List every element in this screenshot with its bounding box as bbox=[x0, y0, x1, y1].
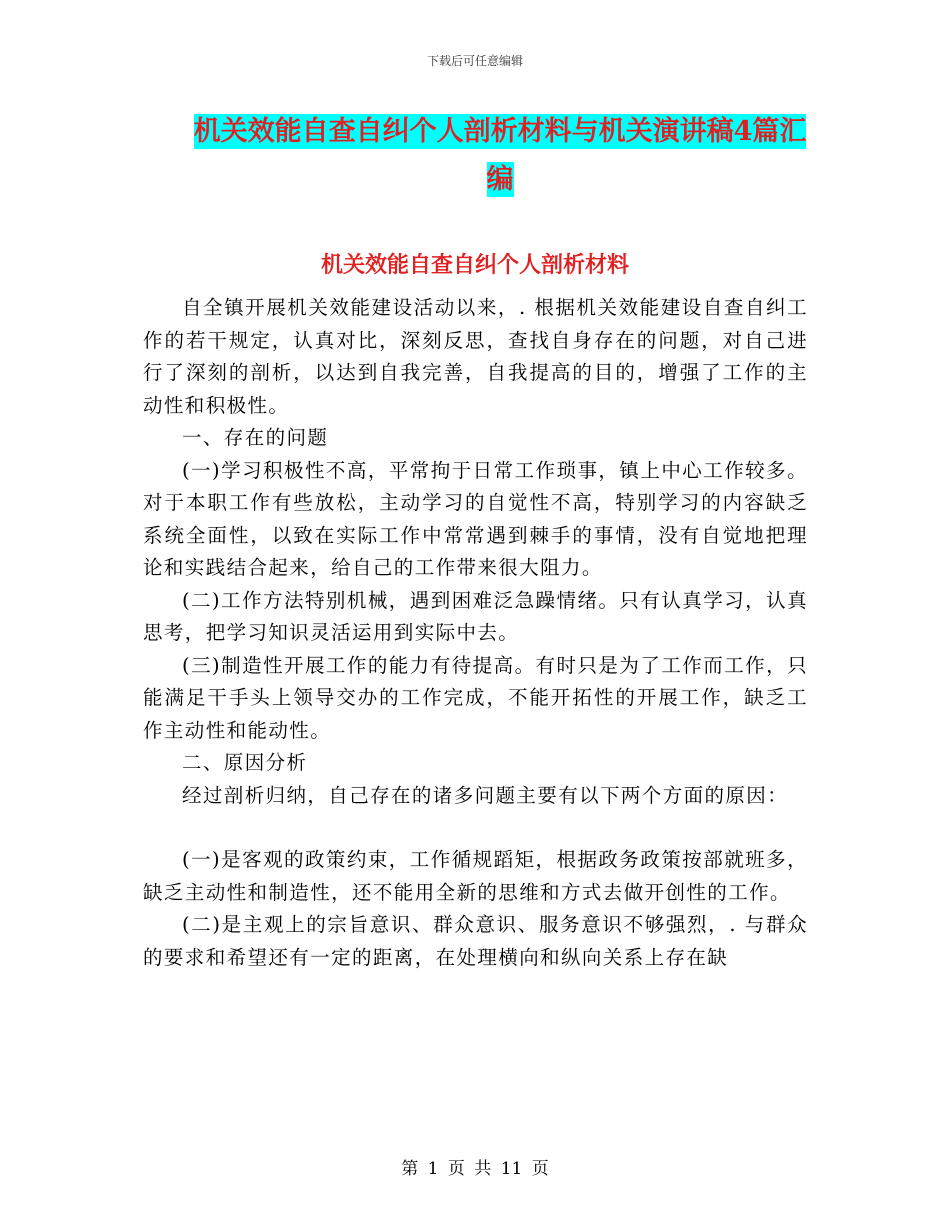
title-line-1: 机关效能自查自纠个人剖析材料与机关演讲稿4篇汇 bbox=[193, 116, 807, 147]
page-header: 下载后可任意编辑 bbox=[426, 54, 523, 68]
paragraph-cause-2: (二)是主观上的宗旨意识、群众意识、服务意识不够强烈，. 与群众的要求和希望还有一定的距离，在处理横向和纵向关系上存在缺 bbox=[143, 913, 808, 969]
paragraph-cause-1: (一)是客观的政策约束，工作循规蹈矩，根据政务政策按部就班多，缺乏主动性和制造性，还不能用全新的思维和方式去做开创性的工作。 bbox=[143, 848, 808, 904]
heading-analysis: 二、原因分析 bbox=[182, 751, 308, 774]
heading-problems: 一、存在的问题 bbox=[182, 426, 329, 449]
paragraph-problem-2: (二)工作方法特别机械，遇到困难泛急躁情绪。只有认真学习，认真思考，把学习知识灵活运用到实际中去。 bbox=[143, 588, 808, 644]
paragraph-intro: 自全镇开展机关效能建设活动以来，. 根据机关效能建设自查自纠工作的若干规定，认真对比，深刻反思，查找自身存在的问题，对自己进行了深刻的剖析，以达到自我完善，自我提高的目的，增强了工作的主动性和积极性。 bbox=[143, 296, 808, 417]
title-line-2: 编 bbox=[486, 164, 514, 195]
paragraph-analysis-intro: 经过剖析归纳，自己存在的诸多问题主要有以下两个方面的原因： bbox=[182, 783, 789, 807]
document-title bbox=[190, 108, 810, 204]
paragraph-problem-1: (一)学习积极性不高，平常拘于日常工作琐事，镇上中心工作较多。对于本职工作有些放松，主动学习的自觉性不高，特别学习的内容缺乏系统全面性，以致在实际工作中常常遇到棘手的事情，没有自觉地把理论和实践结合起来，给自己的工作带来很大阻力。 bbox=[143, 458, 808, 579]
document-body bbox=[143, 292, 808, 974]
paragraph-problem-3: (三)制造性开展工作的能力有待提高。有时只是为了工作而工作，只能满足干手头上领导交办的工作完成，不能开拓性的开展工作，缺乏工作主动性和能动性。 bbox=[143, 653, 808, 742]
page-number: 第 1 页 共 11 页 bbox=[401, 1159, 549, 1179]
section-title: 机关效能自查自纠个人剖析材料 bbox=[320, 252, 629, 278]
